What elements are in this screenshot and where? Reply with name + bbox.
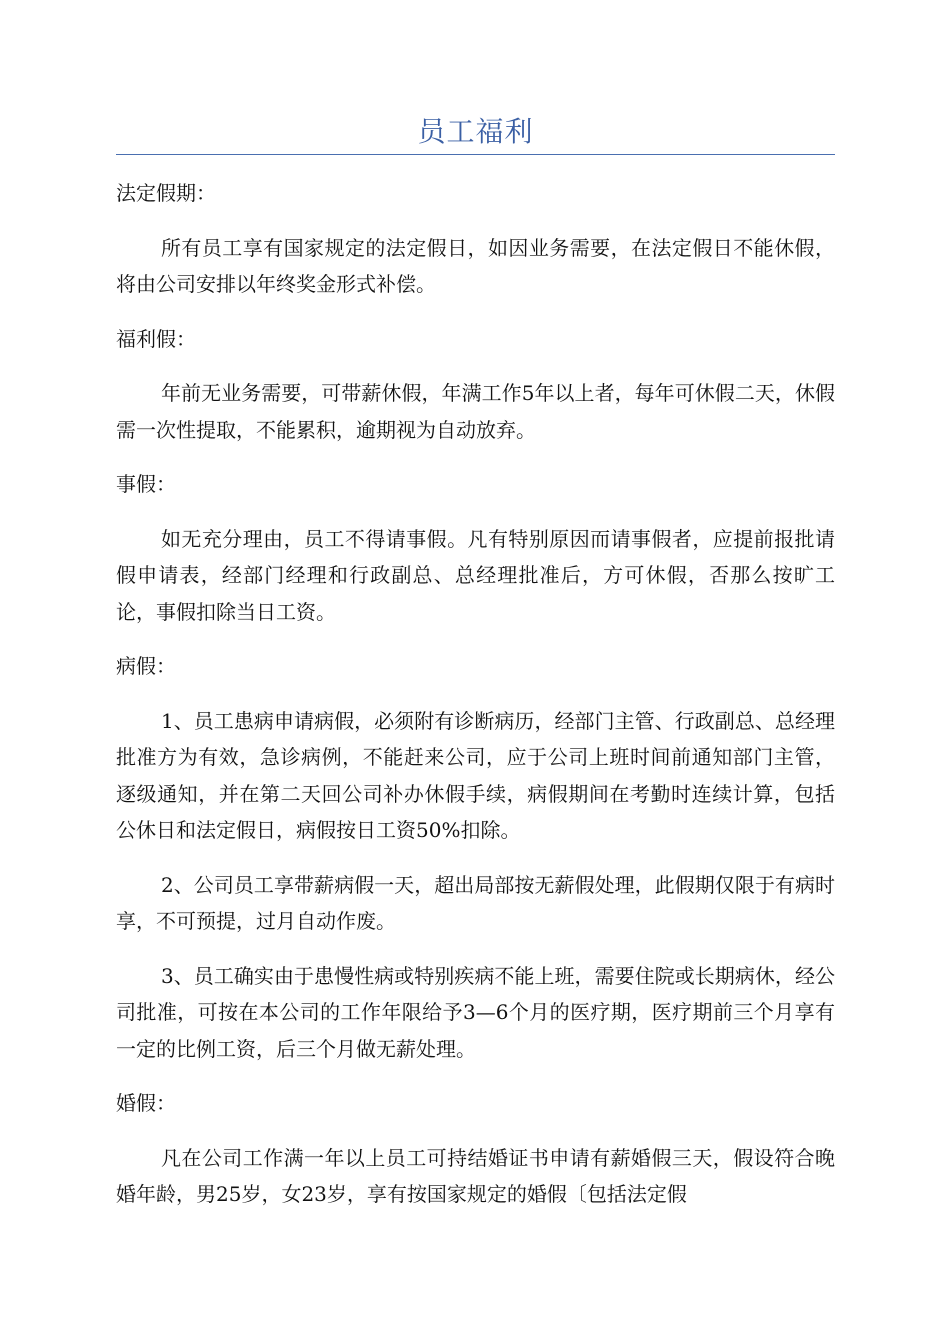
section-sick-leave — [116, 648, 835, 1067]
section-paragraph: 所有员工享有国家规定的法定假日，如因业务需要，在法定假日不能休假，将由公司安排以年终奖金形式补偿。 — [116, 235, 835, 296]
section-paragraph: 如无充分理由，员工不得请事假。凡有特别原因而请事假者，应提前报批请假申请表，经部门经理和行政副总、总经理批准后，方可休假，否那么按旷工论，事假扣除当日工资。 — [116, 526, 835, 624]
section-paragraph: 2、公司员工享带薪病假一天，超出局部按无薪假处理，此假期仅限于有病时享，不可预提，过月自动作废。 — [116, 872, 835, 933]
section-heading: 事假： — [116, 472, 176, 496]
section-marriage-leave — [116, 1085, 835, 1213]
section-heading: 法定假期： — [116, 181, 216, 205]
section-paragraph: 3、员工确实由于患慢性病或特别疾病不能上班，需要住院或长期病休，经公司批准，可按在本公司的工作年限给予3—6个月的医疗期，医疗期前三个月享有一定的比例工资，后三个月做无薪处理。 — [116, 963, 835, 1061]
section-paragraph: 凡在公司工作满一年以上员工可持结婚证书申请有薪婚假三天，假设符合晚婚年龄，男25岁，女23岁，享有按国家规定的婚假〔包括法定假 — [116, 1145, 835, 1206]
section-personal-leave — [116, 466, 835, 630]
section-paragraph: 年前无业务需要，可带薪休假，年满工作5年以上者，每年可休假二天，休假需一次性提取，不能累积，逾期视为自动放弃。 — [116, 381, 835, 442]
document-body — [116, 175, 835, 1231]
section-heading: 福利假： — [116, 326, 196, 351]
section-welfare-leave — [116, 321, 835, 449]
section-statutory-holidays — [116, 175, 835, 303]
section-paragraph: 1、员工患病申请病假，必须附有诊断病历，经部门主管、行政副总、总经理批准方为有效，急诊病例，不能赶来公司，应于公司上班时间前通知部门主管，逐级通知，并在第二天回公司补办休假手续，病假期间在考勤时连续计算，包括公休日和法定假日，病假按日工资50%扣除。 — [116, 708, 835, 842]
section-heading: 病假： — [116, 654, 176, 678]
page-title: 员工福利 — [417, 115, 534, 148]
section-heading: 婚假： — [116, 1091, 176, 1115]
title-underline — [116, 154, 835, 155]
